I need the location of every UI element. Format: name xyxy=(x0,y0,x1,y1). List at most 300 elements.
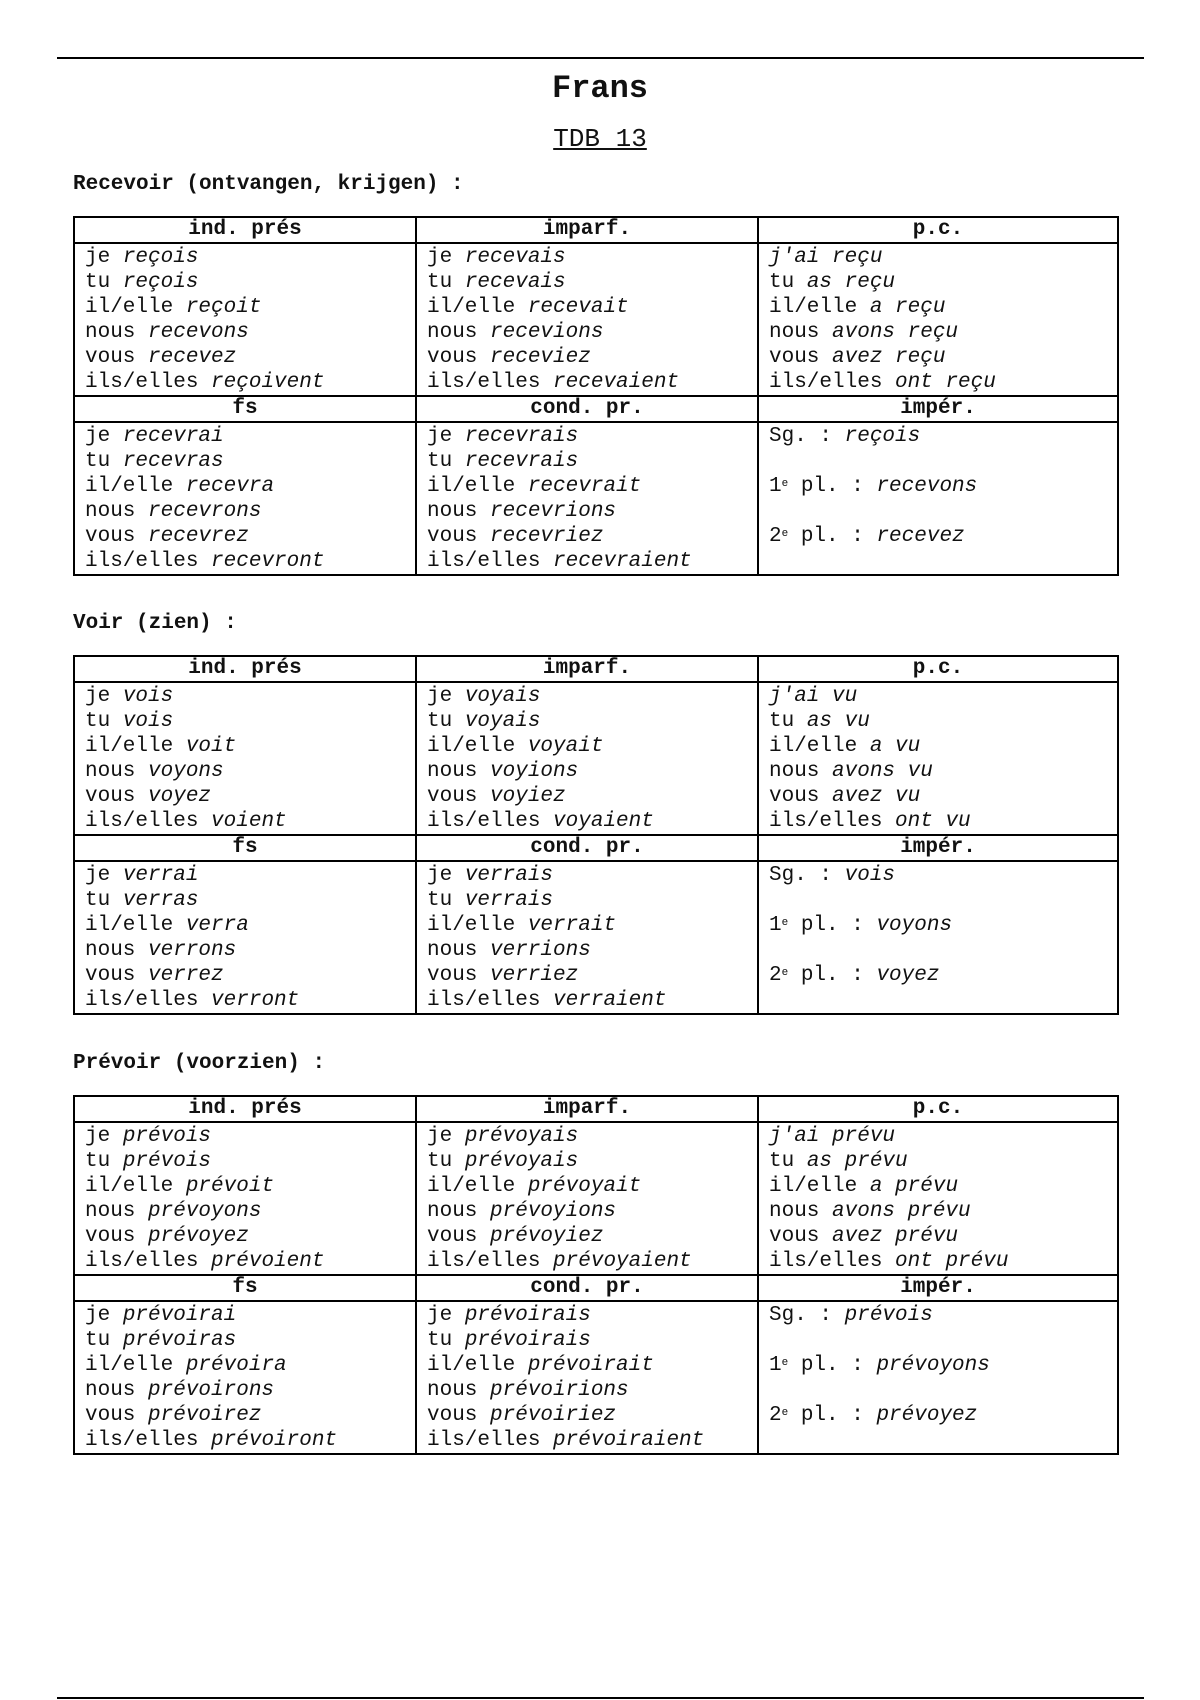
pronoun: tu xyxy=(85,450,123,473)
conjugation-line xyxy=(85,549,415,574)
verb-form: ont reçu xyxy=(895,371,996,394)
verb-form: recevrais xyxy=(464,450,579,473)
pronoun: ils/elles xyxy=(427,1250,554,1273)
header-imparf: imparf. xyxy=(416,656,758,682)
pronoun: tu xyxy=(427,1150,465,1173)
verb-form: reçois xyxy=(844,425,921,448)
conjugation-line xyxy=(85,1174,415,1199)
verb-form: voyez xyxy=(148,785,212,808)
imperative-label: Sg. : xyxy=(769,425,845,448)
pronoun: il/elle xyxy=(85,475,186,498)
verb-form: recevez xyxy=(148,346,237,369)
conjugation-line xyxy=(85,1378,415,1403)
conjugation-line xyxy=(769,759,1117,784)
pronoun: nous xyxy=(769,760,833,783)
verb-form: receviez xyxy=(490,346,591,369)
pronoun: ils/elles xyxy=(85,989,212,1012)
pronoun: nous xyxy=(85,321,149,344)
verb-form: ont vu xyxy=(895,810,971,833)
pronoun: je xyxy=(427,246,465,269)
conjugation-line xyxy=(427,320,757,345)
imperative-label: pl. : xyxy=(788,1404,877,1427)
ordinal-suffix: e xyxy=(781,528,789,540)
pronoun: vous xyxy=(85,964,149,987)
pronoun: nous xyxy=(769,1200,833,1223)
cell-pc xyxy=(758,243,1118,396)
verb-form: as reçu xyxy=(806,271,896,294)
verb-form: prévoyons xyxy=(876,1354,990,1377)
conjugation-line xyxy=(85,684,415,709)
pronoun: je xyxy=(85,246,123,269)
verb-form: j'ai prévu xyxy=(769,1125,896,1148)
imperative-line xyxy=(769,424,1117,449)
verb-form: verrais xyxy=(464,889,554,912)
pronoun: ils/elles xyxy=(427,810,554,833)
conjugation-line xyxy=(427,1174,757,1199)
pronoun: nous xyxy=(85,1379,149,1402)
conjugation-line xyxy=(427,913,757,938)
pronoun: je xyxy=(427,1125,465,1148)
conjugation-line xyxy=(85,320,415,345)
ordinal-suffix: e xyxy=(781,967,789,979)
pronoun: il/elle xyxy=(769,296,870,319)
header-fs: fs xyxy=(74,1275,416,1301)
conjugation-line xyxy=(427,499,757,524)
pronoun: ils/elles xyxy=(769,371,896,394)
verb-form: voyons xyxy=(876,914,953,937)
conjugation-line xyxy=(85,913,415,938)
header-imper: impér. xyxy=(758,1275,1118,1301)
conjugation-line xyxy=(769,1249,1117,1274)
pronoun: nous xyxy=(427,760,491,783)
verb-form: prévoiriez xyxy=(490,1404,617,1427)
ordinal-suffix: e xyxy=(781,1407,789,1419)
conjugation-line xyxy=(427,784,757,809)
pronoun: je xyxy=(85,425,123,448)
conjugation-line xyxy=(427,863,757,888)
header-pc: p.c. xyxy=(758,656,1118,682)
pronoun: ils/elles xyxy=(85,810,212,833)
conjugation-line xyxy=(769,1124,1117,1149)
verb-form: prévoyez xyxy=(148,1225,249,1248)
verb-form: voyais xyxy=(464,710,541,733)
conjugation-line xyxy=(85,1224,415,1249)
verb-form: voyions xyxy=(490,760,579,783)
conjugation-line xyxy=(769,1224,1117,1249)
verb-form: voyiez xyxy=(490,785,566,808)
cell-imper xyxy=(758,1301,1118,1454)
conjugation-line xyxy=(769,1174,1117,1199)
verb-form: prévoyons xyxy=(148,1200,262,1223)
verb-form: prévoit xyxy=(185,1175,275,1198)
pronoun: je xyxy=(85,1125,123,1148)
cell-fs xyxy=(74,422,416,575)
verb-form: avons vu xyxy=(832,760,933,783)
cell-cond xyxy=(416,422,758,575)
verb-form: prévoiraient xyxy=(553,1429,705,1452)
pronoun: vous xyxy=(85,785,149,808)
conjugation-line xyxy=(85,270,415,295)
verb-form: verrez xyxy=(148,964,224,987)
conjugation-line xyxy=(427,1428,757,1453)
conjugation-line xyxy=(85,295,415,320)
conjugation-line xyxy=(85,888,415,913)
pronoun: je xyxy=(85,685,123,708)
cell-pc xyxy=(758,682,1118,835)
person-number: 1 xyxy=(769,1354,782,1377)
pronoun: ils/elles xyxy=(85,371,212,394)
pronoun: vous xyxy=(85,1404,149,1427)
person-number: 1 xyxy=(769,914,782,937)
pronoun: vous xyxy=(427,1225,491,1248)
pronoun: vous xyxy=(427,1404,491,1427)
verb-form: recevrions xyxy=(490,500,617,523)
header-cond: cond. pr. xyxy=(416,1275,758,1301)
conjugation-line xyxy=(769,1199,1117,1224)
pronoun: tu xyxy=(769,710,807,733)
pronoun: tu xyxy=(85,889,123,912)
verb-form: voyait xyxy=(527,735,604,758)
pronoun: ils/elles xyxy=(427,1429,554,1452)
ordinal-suffix: e xyxy=(781,917,789,929)
conjugation-line xyxy=(427,270,757,295)
pronoun: nous xyxy=(427,500,491,523)
verb-form: prévois xyxy=(122,1125,212,1148)
conjugation-line xyxy=(427,524,757,549)
conjugation-line xyxy=(427,1249,757,1274)
header-fs: fs xyxy=(74,835,416,861)
conjugation-line xyxy=(85,759,415,784)
pronoun: il/elle xyxy=(427,735,528,758)
ordinal-suffix: e xyxy=(781,478,789,490)
verb-form: verront xyxy=(211,989,300,1012)
pronoun: tu xyxy=(85,1150,123,1173)
pronoun: ils/elles xyxy=(85,1250,212,1273)
verb-form: prévoirions xyxy=(490,1379,629,1402)
verb-form: j'ai vu xyxy=(769,685,858,708)
conjugation-line xyxy=(427,345,757,370)
cell-imparf xyxy=(416,243,758,396)
verb-form: prévoyez xyxy=(876,1404,978,1427)
header-imper: impér. xyxy=(758,396,1118,422)
verb-form: recevrais xyxy=(464,425,579,448)
conjugation-line xyxy=(85,938,415,963)
conjugation-line xyxy=(769,245,1117,270)
pronoun: il/elle xyxy=(85,1175,186,1198)
pronoun: vous xyxy=(427,964,491,987)
imperative-label: Sg. : xyxy=(769,1304,845,1327)
header-ind-pres: ind. prés xyxy=(74,1096,416,1122)
verb-form: prévoyaient xyxy=(553,1250,692,1273)
conjugation-line xyxy=(85,988,415,1013)
verb-form: recevrez xyxy=(148,525,249,548)
verb-form: recevraient xyxy=(553,550,692,573)
conjugation-line xyxy=(85,863,415,888)
pronoun: nous xyxy=(85,500,149,523)
imperative-line xyxy=(769,963,1117,988)
verb-form: a reçu xyxy=(869,296,946,319)
conjugation-line xyxy=(85,1199,415,1224)
verb-form: prévoirai xyxy=(122,1304,237,1327)
cell-ind-pres xyxy=(74,1122,416,1275)
pronoun: vous xyxy=(85,525,149,548)
conjugation-line xyxy=(769,734,1117,759)
conjugation-line xyxy=(85,1353,415,1378)
imperative-line xyxy=(769,1353,1117,1378)
verb-form: prévoira xyxy=(185,1354,287,1377)
conjugation-line xyxy=(769,345,1117,370)
conjugation-line xyxy=(427,988,757,1013)
verb-form: recevais xyxy=(464,271,566,294)
pronoun: il/elle xyxy=(769,1175,870,1198)
pronoun: tu xyxy=(85,1329,123,1352)
cell-fs xyxy=(74,1301,416,1454)
header-cond: cond. pr. xyxy=(416,835,758,861)
pronoun: ils/elles xyxy=(427,550,554,573)
verb-form: recevras xyxy=(122,450,224,473)
cell-ind-pres xyxy=(74,243,416,396)
person-number: 2 xyxy=(769,525,782,548)
verb-form: avez prévu xyxy=(832,1225,959,1248)
verb-form: prévois xyxy=(122,1150,212,1173)
pronoun: vous xyxy=(769,785,833,808)
verb-form: vois xyxy=(122,710,174,733)
conjugation-line xyxy=(427,1124,757,1149)
pronoun: il/elle xyxy=(85,1354,186,1377)
pronoun: nous xyxy=(85,1200,149,1223)
cell-imparf xyxy=(416,682,758,835)
pronoun: ils/elles xyxy=(769,810,896,833)
conjugation-line xyxy=(85,1149,415,1174)
verb-form: vois xyxy=(844,864,896,887)
conjugation-line xyxy=(85,1249,415,1274)
conjugation-line xyxy=(769,684,1117,709)
pronoun: vous xyxy=(85,1225,149,1248)
imperative-line xyxy=(769,474,1117,499)
verb-form: recevrai xyxy=(122,425,224,448)
conjugation-line xyxy=(769,709,1117,734)
conjugation-line xyxy=(427,370,757,395)
header-cond: cond. pr. xyxy=(416,396,758,422)
verb-form: recevra xyxy=(185,475,275,498)
verb-form: j'ai reçu xyxy=(769,246,883,269)
conjugation-line xyxy=(85,1428,415,1453)
pronoun: tu xyxy=(769,1150,807,1173)
verb-form: prévoirais xyxy=(464,1329,591,1352)
cell-imper xyxy=(758,422,1118,575)
verb-form: prévoirait xyxy=(527,1354,654,1377)
pronoun: nous xyxy=(85,939,149,962)
imperative-label: pl. : xyxy=(788,475,877,498)
conjugation-line xyxy=(427,1378,757,1403)
conjugation-line xyxy=(85,474,415,499)
verb-form: verrais xyxy=(464,864,554,887)
pronoun: ils/elles xyxy=(85,550,212,573)
verb-form: recevaient xyxy=(553,371,680,394)
conjugation-line xyxy=(427,1199,757,1224)
conjugation-line xyxy=(85,245,415,270)
verb-form: recevions xyxy=(490,321,604,344)
pronoun: il/elle xyxy=(427,914,528,937)
header-ind-pres: ind. prés xyxy=(74,656,416,682)
verb-form: prévoyait xyxy=(527,1175,642,1198)
page-subtitle: TDB 13 xyxy=(553,124,647,154)
verb-form: prévoirais xyxy=(464,1304,591,1327)
verb-form: prévoirez xyxy=(148,1404,262,1427)
verb-form: recevons xyxy=(876,475,978,498)
header-imparf: imparf. xyxy=(416,1096,758,1122)
conjugation-line xyxy=(427,474,757,499)
verb-form: ont prévu xyxy=(895,1250,1009,1273)
verb-form: prévoirons xyxy=(148,1379,275,1402)
conjugation-line xyxy=(85,499,415,524)
pronoun: vous xyxy=(85,346,149,369)
pronoun: ils/elles xyxy=(85,1429,212,1452)
conjugation-line xyxy=(769,370,1117,395)
pronoun: vous xyxy=(769,1225,833,1248)
verb-form: prévoiront xyxy=(211,1429,338,1452)
verb-form: recevait xyxy=(527,296,629,319)
header-ind-pres: ind. prés xyxy=(74,217,416,243)
conjugation-line xyxy=(427,963,757,988)
pronoun: vous xyxy=(427,525,491,548)
verb-form: verraient xyxy=(553,989,667,1012)
conjugation-line xyxy=(427,1303,757,1328)
verb-form: prévoyions xyxy=(490,1200,617,1223)
imperative-line xyxy=(769,863,1117,888)
cell-imper xyxy=(758,861,1118,1014)
ordinal-suffix: e xyxy=(781,1357,789,1369)
conjugation-line xyxy=(85,1124,415,1149)
pronoun: vous xyxy=(427,785,491,808)
bottom-rule xyxy=(57,1697,1144,1699)
person-number: 2 xyxy=(769,964,782,987)
cell-cond xyxy=(416,1301,758,1454)
imperative-label: pl. : xyxy=(788,525,877,548)
verb-form: prévoient xyxy=(211,1250,325,1273)
conjugation-table xyxy=(73,216,1119,576)
imperative-line xyxy=(769,1303,1117,1328)
conjugation-line xyxy=(85,1328,415,1353)
person-number: 2 xyxy=(769,1404,782,1427)
conjugation-line xyxy=(85,1303,415,1328)
conjugation-line xyxy=(427,295,757,320)
header-fs: fs xyxy=(74,396,416,422)
pronoun: je xyxy=(85,1304,123,1327)
conjugation-line xyxy=(427,1353,757,1378)
pronoun: je xyxy=(427,1304,465,1327)
verb-form: reçoit xyxy=(185,296,262,319)
imperative-line xyxy=(769,524,1117,549)
conjugation-line xyxy=(85,524,415,549)
verb-form: prévois xyxy=(844,1304,933,1327)
pronoun: tu xyxy=(427,450,465,473)
conjugation-line xyxy=(427,734,757,759)
pronoun: tu xyxy=(427,710,465,733)
conjugation-table xyxy=(73,655,1119,1015)
cell-pc xyxy=(758,1122,1118,1275)
verb-form: voyons xyxy=(148,760,224,783)
verb-form: verra xyxy=(185,914,249,937)
header-pc: p.c. xyxy=(758,1096,1118,1122)
header-pc: p.c. xyxy=(758,217,1118,243)
verb-form: verriez xyxy=(490,964,579,987)
pronoun: vous xyxy=(769,346,833,369)
conjugation-line xyxy=(85,784,415,809)
conjugation-line xyxy=(427,1403,757,1428)
verb-form: reçois xyxy=(122,271,199,294)
pronoun: il/elle xyxy=(85,914,186,937)
pronoun: nous xyxy=(85,760,149,783)
verb-form: prévoyais xyxy=(464,1150,579,1173)
verb-form: verras xyxy=(122,889,199,912)
header-imper: impér. xyxy=(758,835,1118,861)
imperative-label: pl. : xyxy=(788,964,877,987)
pronoun: il/elle xyxy=(427,296,528,319)
pronoun: il/elle xyxy=(85,296,186,319)
pronoun: il/elle xyxy=(769,735,870,758)
conjugation-line xyxy=(427,709,757,734)
imperative-label: Sg. : xyxy=(769,864,845,887)
verb-heading: Prévoir (voorzien) : xyxy=(73,1052,326,1075)
page-title: Frans xyxy=(551,70,648,107)
verb-form: as prévu xyxy=(806,1150,908,1173)
verb-form: prévoiras xyxy=(122,1329,237,1352)
pronoun: je xyxy=(85,864,123,887)
verb-form: recevriez xyxy=(490,525,604,548)
conjugation-line xyxy=(427,245,757,270)
conjugation-line xyxy=(427,1149,757,1174)
cell-fs xyxy=(74,861,416,1014)
verb-form: verrions xyxy=(490,939,591,962)
verb-form: recevais xyxy=(464,246,566,269)
pronoun: tu xyxy=(769,271,807,294)
pronoun: vous xyxy=(427,346,491,369)
cell-imparf xyxy=(416,1122,758,1275)
verb-form: voyez xyxy=(876,964,940,987)
conjugation-line xyxy=(427,759,757,784)
conjugation-line xyxy=(427,888,757,913)
conjugation-line xyxy=(85,963,415,988)
pronoun: tu xyxy=(427,271,465,294)
conjugation-line xyxy=(769,270,1117,295)
verb-form: avons reçu xyxy=(832,321,959,344)
verb-form: a prévu xyxy=(869,1175,959,1198)
header-imparf: imparf. xyxy=(416,217,758,243)
conjugation-line xyxy=(85,449,415,474)
top-rule xyxy=(57,57,1144,59)
conjugation-line xyxy=(85,1403,415,1428)
cell-ind-pres xyxy=(74,682,416,835)
conjugation-line xyxy=(427,1328,757,1353)
verb-form: reçois xyxy=(122,246,199,269)
verb-form: voyaient xyxy=(553,810,654,833)
verb-form: recevrons xyxy=(148,500,262,523)
pronoun: il/elle xyxy=(427,1175,528,1198)
pronoun: tu xyxy=(85,710,123,733)
cell-cond xyxy=(416,861,758,1014)
pronoun: nous xyxy=(427,939,491,962)
conjugation-line xyxy=(427,809,757,834)
pronoun: nous xyxy=(769,321,833,344)
verb-form: verrai xyxy=(122,864,199,887)
verb-form: reçoivent xyxy=(211,371,325,394)
pronoun: tu xyxy=(85,271,123,294)
verb-form: as vu xyxy=(806,710,870,733)
pronoun: il/elle xyxy=(427,1354,528,1377)
conjugation-line xyxy=(427,1224,757,1249)
conjugation-line xyxy=(427,424,757,449)
